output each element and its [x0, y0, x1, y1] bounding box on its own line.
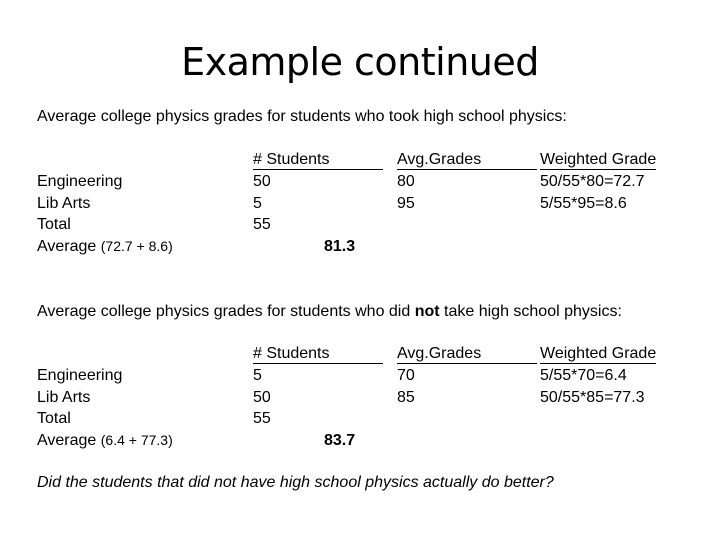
grades-column [397, 365, 415, 408]
header-weighted-grade: Weighted Grade [540, 151, 657, 168]
weighted-engineering: 5/55*70=6.4 [540, 367, 627, 384]
students-total: 55 [253, 410, 271, 428]
row-label-total: Total [37, 410, 71, 428]
students-lib-arts: 50 [253, 388, 271, 406]
row-label-engineering: Engineering [37, 367, 123, 384]
weighted-lib-arts: 50/55*85=77.3 [540, 388, 645, 406]
average-value: 81.3 [324, 238, 356, 255]
average-label: Average [37, 431, 97, 449]
section2-intro [37, 301, 622, 322]
students-column [253, 365, 271, 430]
average-formula: (6.4 + 77.3) [100, 431, 173, 448]
grade-engineering: 70 [397, 367, 415, 384]
grade-engineering: 80 [397, 173, 415, 190]
grades-column [397, 171, 415, 214]
slide-title: Example continued [181, 40, 539, 84]
students-column [253, 171, 271, 236]
section2-intro-after: take high school physics: [439, 303, 622, 320]
students-engineering: 5 [253, 367, 262, 384]
weighted-lib-arts: 5/55*95=8.6 [540, 194, 627, 212]
row-label-total: Total [37, 216, 71, 234]
section1-row-labels [37, 171, 173, 257]
average-label: Average [37, 237, 97, 255]
students-engineering: 50 [253, 173, 271, 190]
section2-intro-emphasis: not [414, 303, 440, 320]
weighted-engineering: 50/55*80=72.7 [540, 173, 645, 190]
average-value: 83.7 [324, 432, 356, 449]
row-label-lib-arts: Lib Arts [37, 194, 91, 212]
header-students: # Students [253, 150, 383, 170]
row-label-lib-arts: Lib Arts [37, 388, 91, 406]
grade-lib-arts: 95 [397, 194, 415, 212]
header-students: # Students [253, 344, 383, 364]
section2-intro-before: Average college physics grades for students who did [37, 303, 415, 320]
students-lib-arts: 5 [253, 194, 262, 212]
section1-intro: Average college physics grades for students who took high school physics: [37, 108, 567, 125]
row-label-engineering: Engineering [37, 173, 123, 190]
section2-row-labels [37, 365, 173, 451]
grade-lib-arts: 85 [397, 388, 415, 406]
closing-question: Did the students that did not have high school physics actually do better? [37, 474, 554, 491]
header-avg-grades: Avg.Grades [397, 344, 537, 364]
header-avg-grades: Avg.Grades [397, 150, 537, 170]
students-total: 55 [253, 216, 271, 234]
header-weighted-grade: Weighted Grade [540, 345, 657, 362]
weighted-column [540, 365, 645, 408]
row-label-average [37, 236, 173, 258]
weighted-column [540, 171, 645, 214]
row-label-average [37, 430, 173, 452]
average-formula: (72.7 + 8.6) [100, 237, 173, 254]
